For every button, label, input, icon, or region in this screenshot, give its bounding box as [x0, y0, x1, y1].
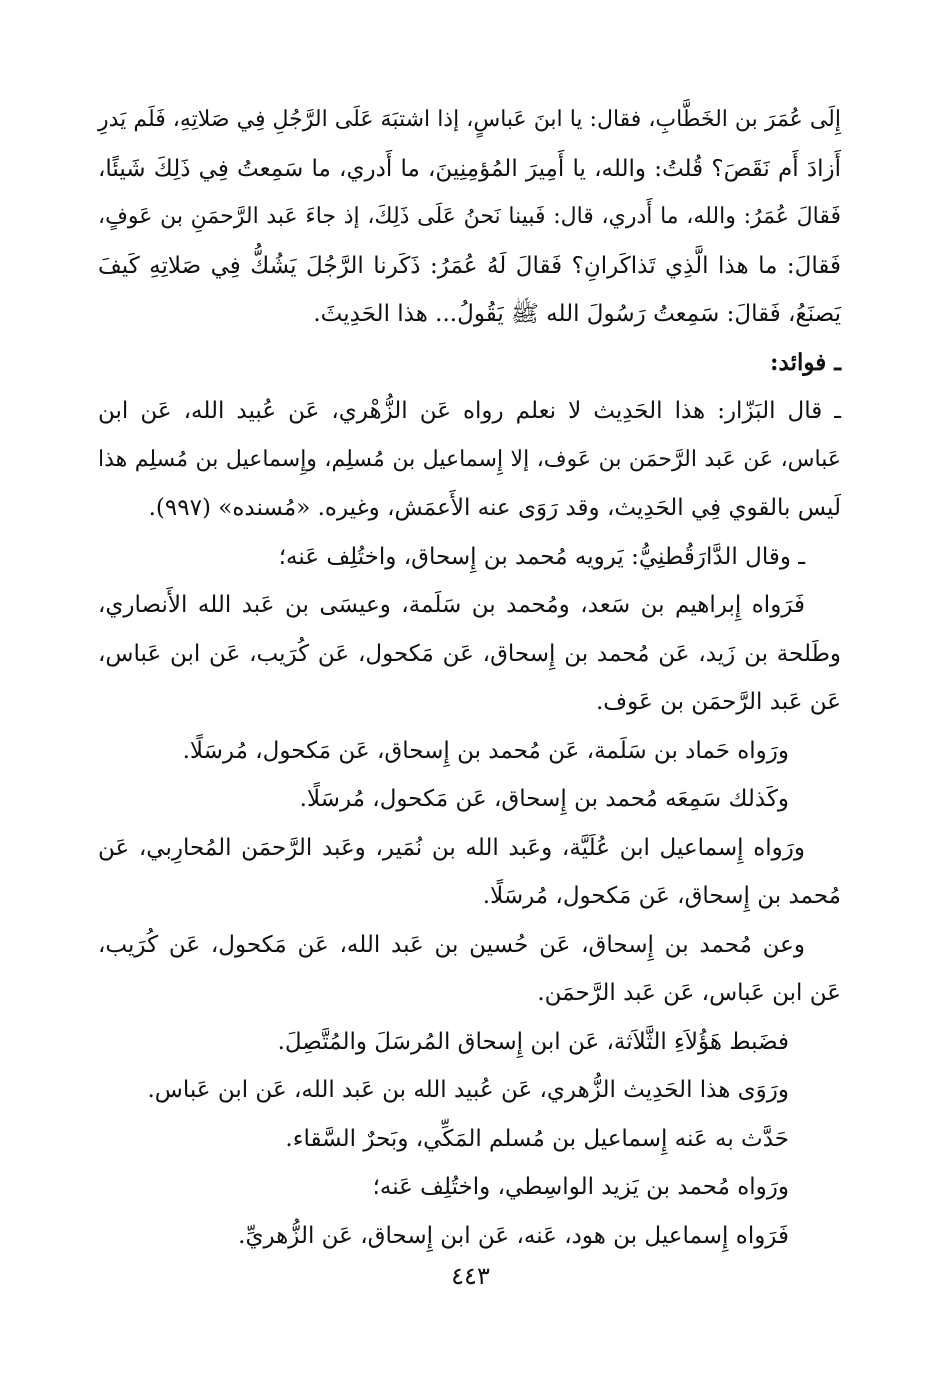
page-number: ٤٤٣ [451, 1262, 490, 1290]
text-line: فَقالَ: ما هذا الَّذِي تَذاكَرانِ؟ فَقالَ لَهُ عُمَرُ: ذَكَرنا الرَّجُلَ يَشُكُّ فِي صَلاتِهِ كَيفَ [98, 252, 841, 279]
text-line: عَن عَبد الرَّحمَن بن عَوف. [596, 689, 841, 715]
text-line: ورَواه مُحمد بن يَزيد الواسِطي، واختُلِف عَنه؛ [372, 1174, 789, 1200]
text-line: ـ وقال الدَّارَقُطنِيُّ: يَرويه مُحمد بن إِسحاق، واختُلِف عَنه؛ [278, 543, 805, 570]
text-line: أَزادَ أَم نَقَصَ؟ قُلتُ: والله، يا أَمِيرَ المُؤمِنِينَ، ما أَدري، ما سَمِعتُ فِي ذَلِكَ شَيئًا، [98, 155, 841, 182]
text-line: فَقالَ عُمَرُ: والله، ما أَدري، قال: فَبينا نَحنُ عَلَى ذَلِكَ، إذ جاءَ عَبد الرَّحمَنِ بن عَوفٍ، [98, 204, 841, 229]
text-line: لَيس بالقوي فِي الحَدِيث، وقد رَوَى عنه الأَعمَش، وغيره. «مُسنده» (٩٩٧). [148, 495, 841, 521]
text-line: عَباس، عَن عَبد الرَّحمَن بن عَوف، إلا إِسماعيل بن مُسلِم، وإِسماعيل بن مُسلِم هذا [98, 446, 841, 472]
text-line: مُحمد بن إِسحاق، عَن مَكحول، مُرسَلًا. [482, 883, 841, 909]
text-line: وعن مُحمد بن إِسحاق، عَن حُسين بن عَبد الله، عَن مَكحول، عَن كُرَيب، [98, 931, 805, 958]
text-line: ـ قال البَزّار: هذا الحَدِيث لا نعلم رواه عَن الزُّهْري، عَن عُبيد الله، عَن ابن [98, 398, 841, 424]
body-text [98, 96, 841, 1260]
text-line: ورَواه حَماد بن سَلَمة، عَن مُحمد بن إِسحاق، عَن مَكحول، مُرسَلًا. [182, 737, 789, 764]
text-line: حَدَّث به عَنه إِسماعيل بن مُسلم المَكِّي، وبَحرٌ السَّقاء. [285, 1125, 789, 1152]
text-line: فَرَواه إِبراهيم بن سَعد، ومُحمد بن سَلَمة، وعيسَى بن عَبد الله الأَنصاري، [98, 592, 805, 618]
text-line: وكَذلك سَمِعَه مُحمد بن إِسحاق، عَن مَكحول، مُرسَلًا. [299, 786, 789, 812]
text-line: فضَبط هَؤُلاَءِ الثَّلاَثة، عَن ابن إِسحاق المُرسَلَ والمُتَّصِلَ. [277, 1028, 789, 1055]
text-line: ورَواه إِسماعيل ابن عُلَيَّة، وعَبد الله بن نُمَير، وعَبد الرَّحمَن المُحارِبي، عَن [98, 834, 805, 861]
text-line: يَصنَعُ، فَقالَ: سَمِعتُ رَسُولَ الله ﷺ يَقُولُ... هذا الحَدِيثَ. [313, 301, 841, 327]
text-line: إِلَى عُمَرَ بن الخَطَّابِ، فقال: يا ابنَ عَباسٍ، إذا اشتبَهَ عَلَى الرَّجُلِ فِي صَلاتِهِ، فَلَم يَدرِ [98, 107, 841, 132]
section-heading: ـ فوائد: [770, 348, 841, 376]
text-line: فَرَواه إِسماعيل بن هود، عَنه، عَن ابن إِسحاق، عَن الزُّهريِّ. [238, 1222, 789, 1249]
text-line: عَن ابن عَباس، عَن عَبد الرَّحمَن. [537, 980, 841, 1006]
text-line: وطَلحة بن زَيد، عَن مُحمد بن إِسحاق، عَن مَكحول، عَن كُرَيب، عَن ابن عَباس، [98, 640, 841, 667]
text-line: ورَوَى هذا الحَدِيث الزُّهري، عَن عُبيد الله بن عَبد الله، عَن ابن عَباس. [147, 1077, 789, 1103]
